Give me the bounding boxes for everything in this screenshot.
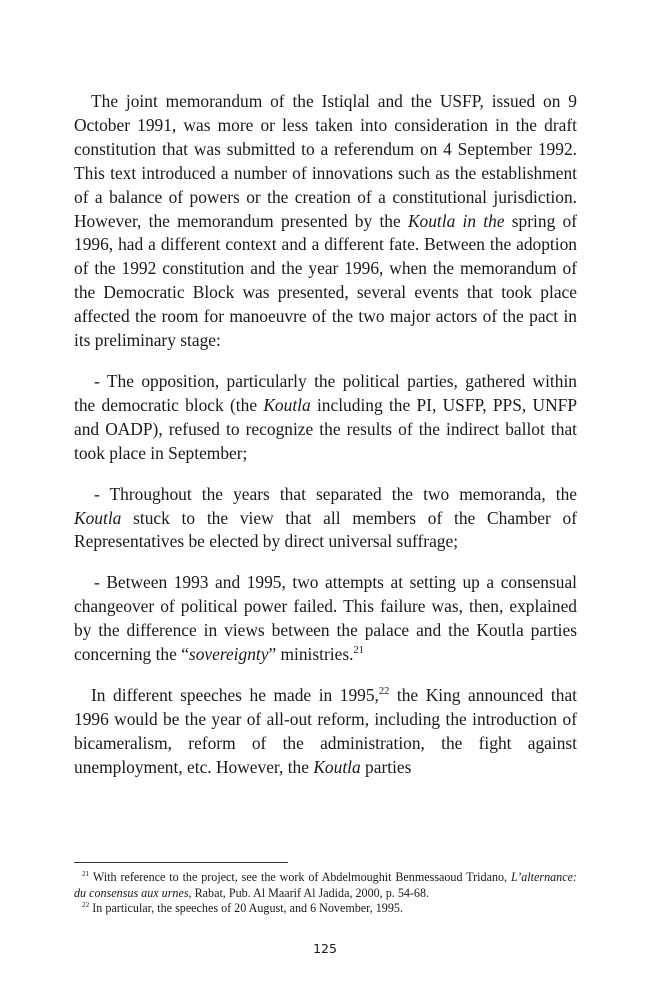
paragraph-changeover-attempts: - Between 1993 and 1995, two attempts at setting up a consensual changeover of political power failed. This failure was, then, explained by the difference in views between the palace and the Koutla parties concerning the “sovereignty” ministries.$^{21}$: [74, 572, 577, 665]
page-number: 125: [313, 941, 337, 956]
footnote-22: $^{22}$ In particular, the speeches of 20 August, and 6 November, 1995.: [82, 901, 403, 916]
footnote-ref-21[interactable]: 21: [353, 645, 364, 657]
footnote-21: $^{21}$ With reference to the project, see the work of Abdelmoughit Benmessaoud Tridano, L’alternance: du consensus aux urnes, Rabat, Pub. Al Maarif Al Jadida, 2000, p. 54-68.: [74, 869, 577, 900]
paragraph-opposition: - The opposition, particularly the political parties, gathered within the democratic block (the Koutla including the PI, USFP, PPS, UNFP and OADP), refused to recognize the results of the indirect ballot that took place in September;: [74, 370, 577, 463]
footnote-divider: [74, 862, 288, 863]
body-text: [74, 90, 577, 797]
paragraph-king-speeches: In different speeches he made in 1995,22 the King announced that 1996 would be the year of all-out reform, including the introduction of bicameralism, reform of the administration, the fight against unemployment, etc. However, the Koutla parties: [74, 684, 577, 777]
paragraph-joint-memorandum: The joint memorandum of the Istiqlal and the USFP, issued on 9 October 1991, was more or less taken into consideration in the draft constitution that was submitted to a referendum on 4 September 1992. This text introduced a number of innovations such as the establishment of a balance of powers or the creation of a constitutional jurisdiction. However, the memorandum presented by the Koutla in the spring of 1996, had a different context and a different fate. Between the adoption of the 1992 constitution and the year 1996, when the memorandum of the Democratic Block was presented, several events that took place affected the room for manoeuvre of the two major actors of the pact in its preliminary stage:: [74, 91, 577, 351]
footnotes: [74, 870, 577, 917]
paragraph-memoranda-years: - Throughout the years that separated the two memoranda, the Koutla stuck to the view that all members of the Chamber of Representatives be elected by direct universal suffrage;: [74, 483, 577, 552]
footnote-ref-22[interactable]: 22: [378, 686, 390, 698]
